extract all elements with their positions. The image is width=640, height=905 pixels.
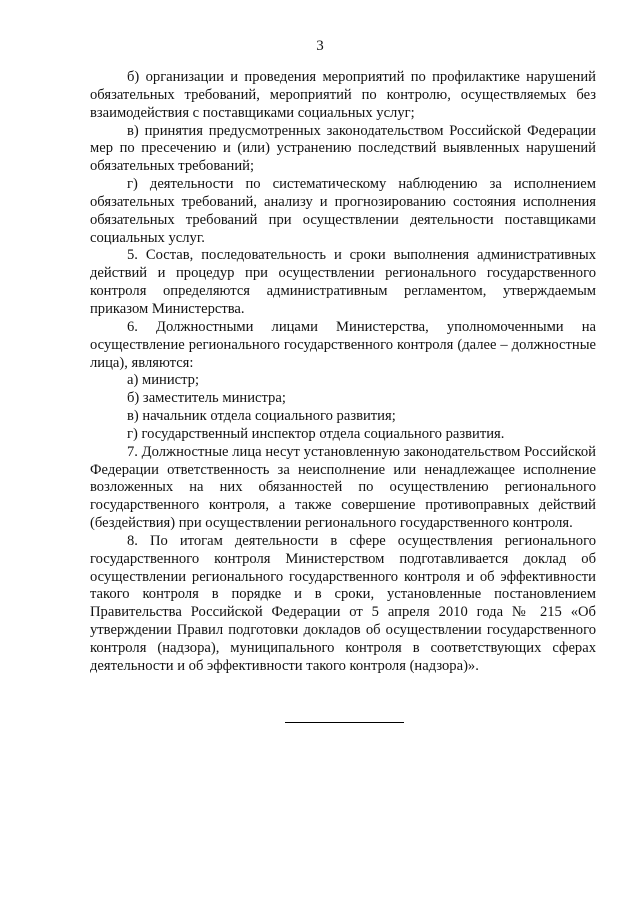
paragraph-8-report: 8. По итогам деятельности в сфере осуществления регионального государственного контроля Министерством подготавливается доклад об осуществлении регионального государственного контроля и об эффективности такого контроля в порядке и в сроки, установленные постановлением Правительства Российской Федерации от 5 апреля 2010 года № 215 «Об утверждении Правил подготовки докладов об осуществлении государственного контроля (надзора), муниципального контроля в соответствующих сферах деятельности и об эффективности такого контроля (надзора)». <box>90 532 596 674</box>
end-separator-line <box>285 722 404 723</box>
official-item-minister: а) министр; <box>127 372 200 389</box>
paragraph-g-monitoring: г) деятельности по систематическому наблюдению за исполнением обязательных требований, анализу и прогнозированию состояния исполнения обязательных требований при осуществлении деятельности поставщиками социальных услуг. <box>90 176 596 246</box>
official-item-deputy-minister: б) заместитель министра; <box>127 390 286 407</box>
paragraph-7-responsibility: 7. Должностные лица несут установленную законодательством Российской Федерации ответственность за неисполнение или ненадлежащее исполнение возложенных на них обязанностей по осуществлению регионального государственного контроля, а также совершение противоправных действий (бездействия) при осуществлении регионального государственного контроля. <box>90 443 596 532</box>
official-item-state-inspector: г) государственный инспектор отдела социального развития. <box>127 425 505 442</box>
paragraph-b-prevention: б) организации и проведения мероприятий по профилактике нарушений обязательных требований, мероприятий по контролю, осуществляемых без взаимодействия с поставщиками социальных услуг; <box>90 69 596 121</box>
page-number: 3 <box>316 38 324 54</box>
paragraph-6-officials: 6. Должностными лицами Министерства, уполномоченными на осуществление регионального государственного контроля (далее – должностные лица), являются: <box>90 318 596 371</box>
paragraph-5-procedures: 5. Состав, последовательность и сроки выполнения административных действий и процедур при осуществлении регионального государственного контроля определяются административным регламентом, утверждаемым приказом Министерства. <box>90 247 596 317</box>
document-body <box>90 69 596 676</box>
paragraph-v-measures: в) принятия предусмотренных законодательством Российской Федерации мер по пресечению и (или) устранению последствий выявленных нарушений обязательных требований; <box>90 122 596 175</box>
official-item-department-head: в) начальник отдела социального развития; <box>127 408 396 425</box>
